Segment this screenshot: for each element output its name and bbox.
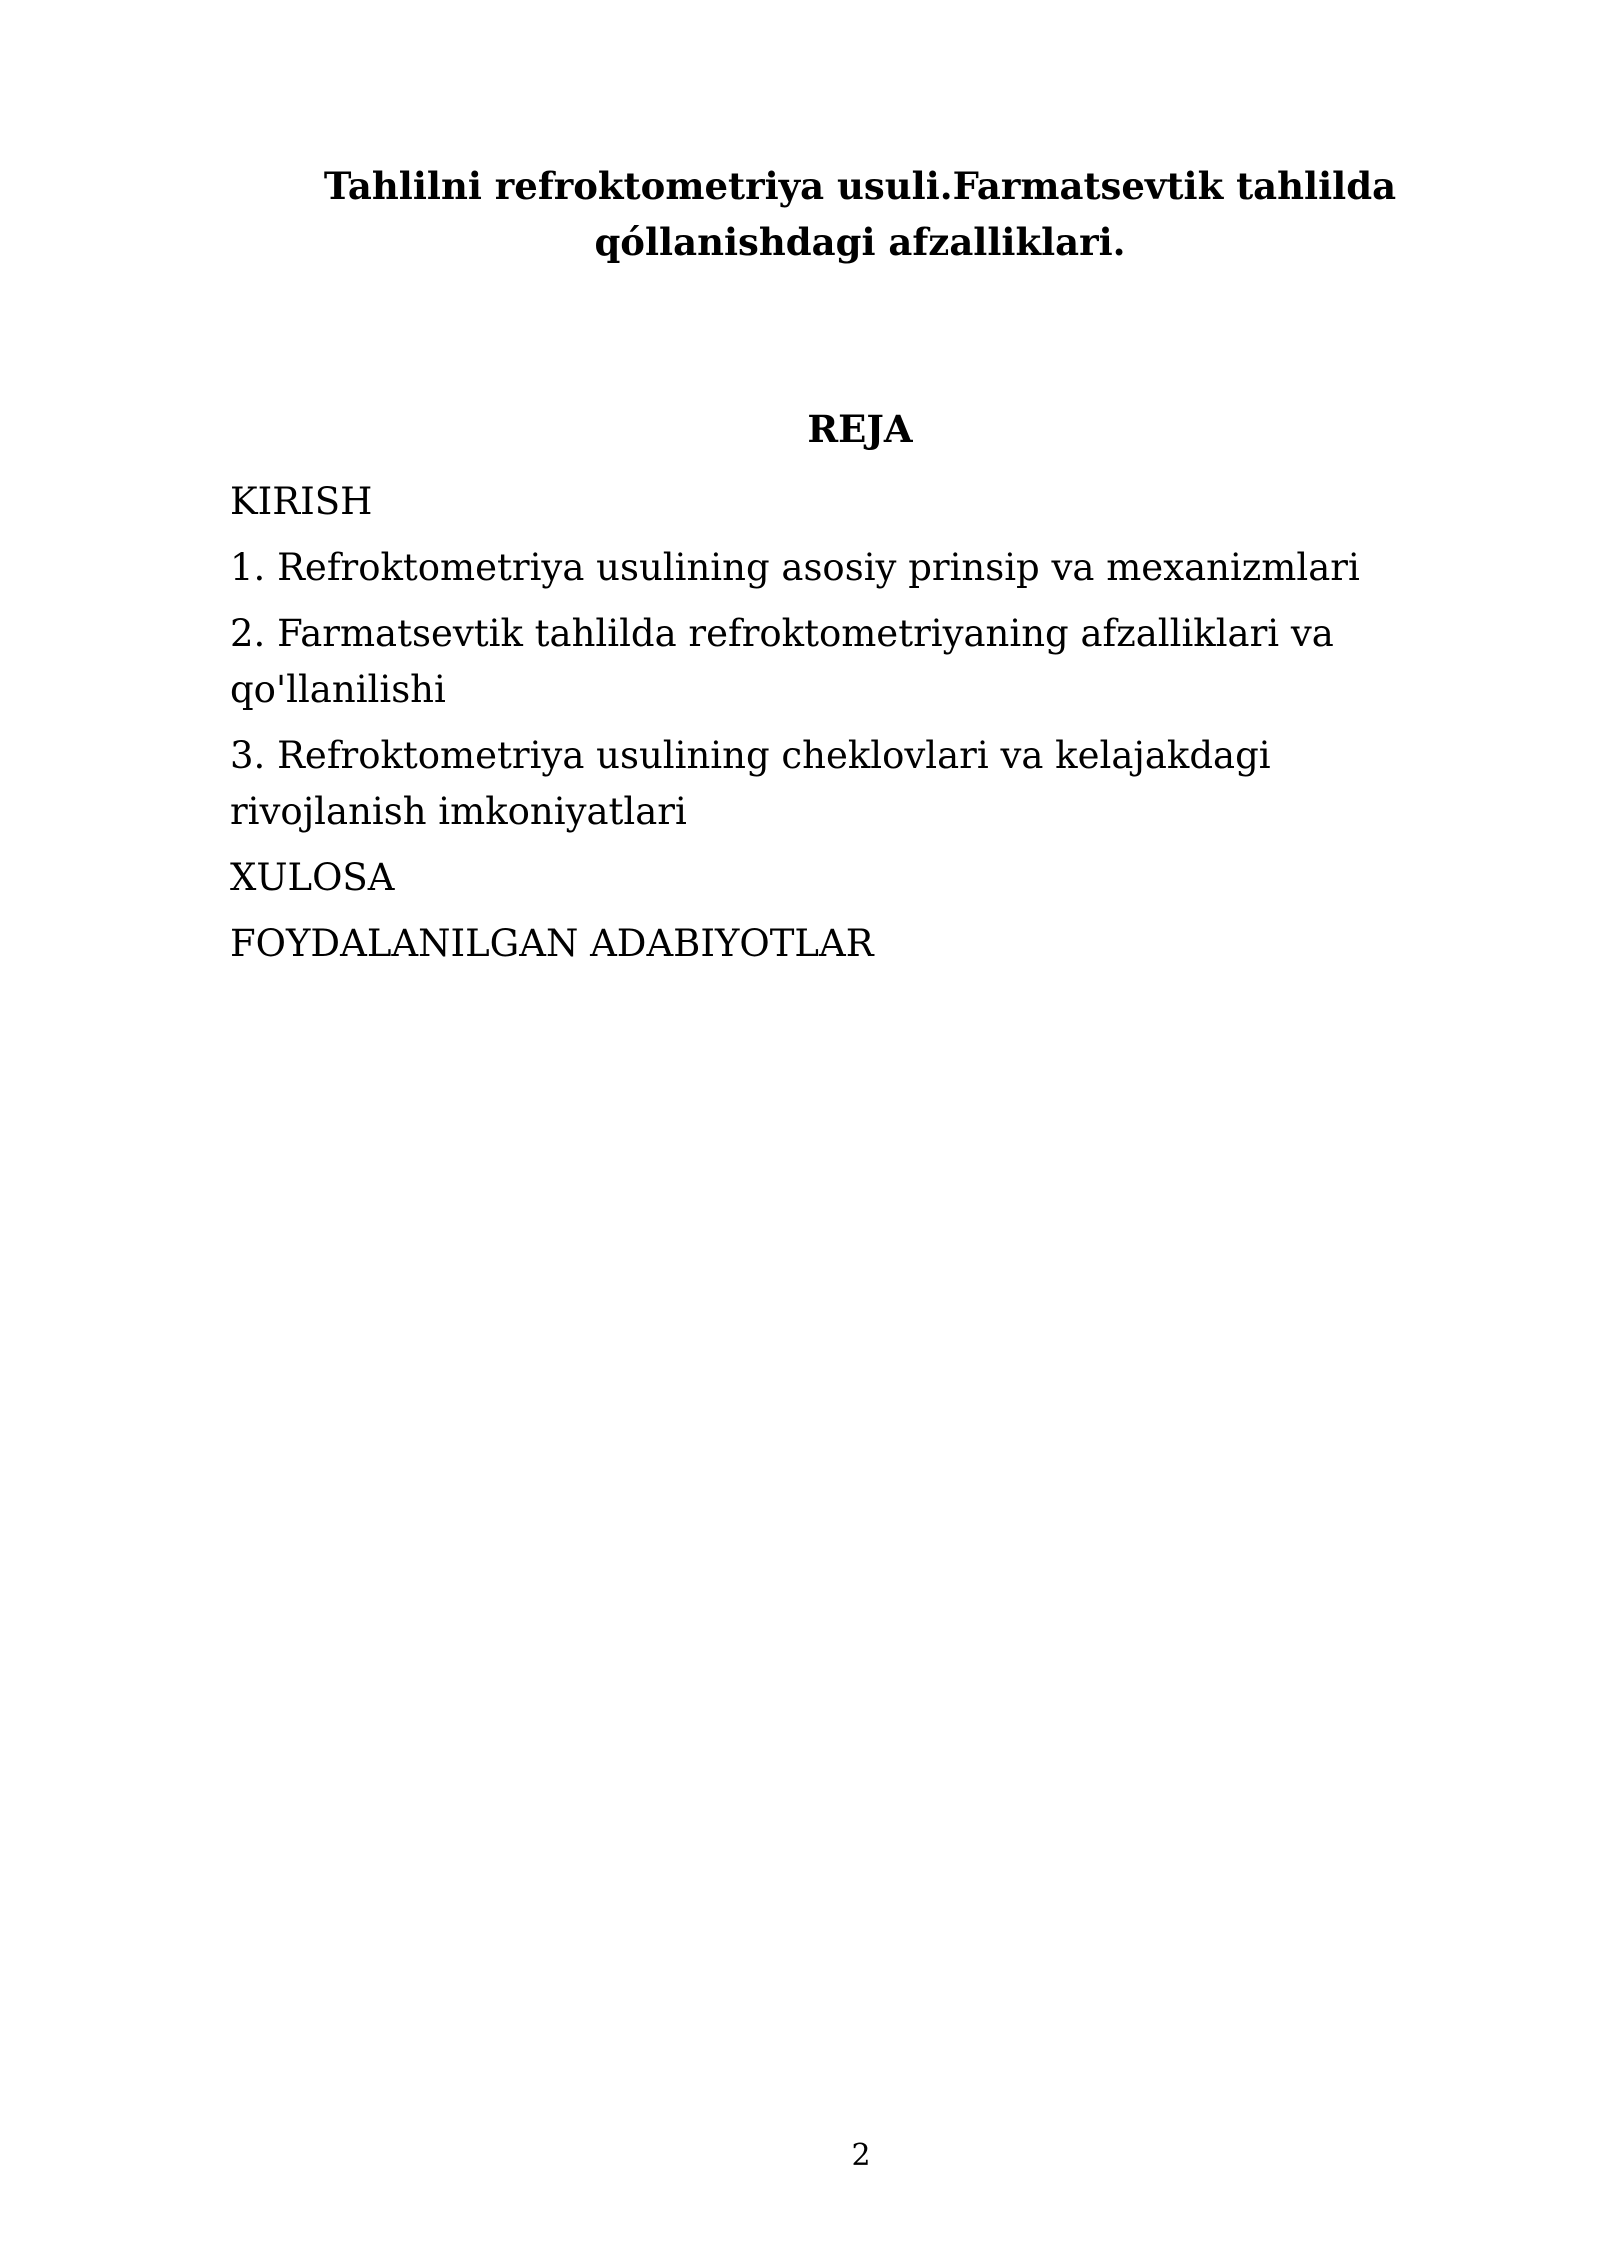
plan-item-conclusion: XULOSA (230, 856, 395, 899)
document-title: Tahlilni refroktometriya usuli.Farmatsevtik tahlilda qóllanishdagi afzalliklari. (323, 164, 1397, 264)
plan-heading: REJA (807, 407, 913, 451)
page-number: 2 (851, 2138, 871, 2173)
plan-item-1: 1. Refroktometriya usulining asosiy prinsip va mexanizmlari (230, 546, 1360, 589)
plan-item-introduction: KIRISH (230, 480, 373, 523)
plan-item-3: 3. Refroktometriya usulining cheklovlari va kelajakdagi rivojlanish imkoniyatlari (230, 734, 1271, 833)
plan-item-references: FOYDALANILGAN ADABIYOTLAR (230, 922, 874, 965)
plan-item-2: 2. Farmatsevtik tahlilda refroktometriyaning afzalliklari va qo'llanilishi (230, 612, 1334, 711)
plan-list (230, 474, 1410, 982)
